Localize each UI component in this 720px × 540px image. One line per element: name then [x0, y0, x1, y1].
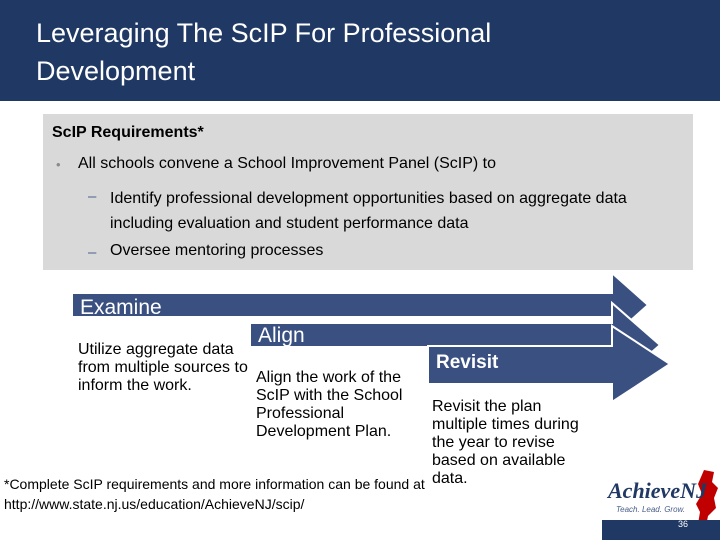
requirement-sub-item: Identify professional development opportunities based on aggregate data including evaluation and student performance data	[110, 190, 627, 232]
achievenj-logo	[602, 468, 720, 540]
examine-title: Examine	[80, 296, 162, 319]
requirement-bullet: All schools convene a School Improvement Panel (ScIP) to	[78, 155, 496, 172]
dash-icon: –	[88, 244, 97, 261]
bullet-icon: •	[56, 157, 61, 172]
revisit-title: Revisit	[436, 352, 499, 373]
footnote: *Complete ScIP requirements and more information can be found at http://www.state.nj.us/education/AchieveNJ/scip/	[4, 476, 425, 512]
slide-title: Leveraging The ScIP For Professional Development	[36, 18, 492, 86]
svg-text:AchieveNJ: AchieveNJ	[608, 478, 707, 503]
revisit-body: Revisit the plan multiple times during the year to revise based on available data.	[432, 398, 600, 490]
dash-icon: –	[88, 188, 97, 205]
examine-body: Utilize aggregate data from multiple sources to inform the work.	[78, 341, 250, 429]
requirement-sub-item: Oversee mentoring processes	[110, 242, 324, 259]
align-title: Align	[258, 324, 305, 347]
align-body: Align the work of the ScIP with the School Professional Development Plan.	[256, 369, 424, 459]
page-number: 36	[678, 519, 689, 529]
requirements-heading: ScIP Requirements*	[52, 124, 204, 141]
svg-text:Teach. Lead. Grow.: Teach. Lead. Grow.	[616, 505, 686, 514]
